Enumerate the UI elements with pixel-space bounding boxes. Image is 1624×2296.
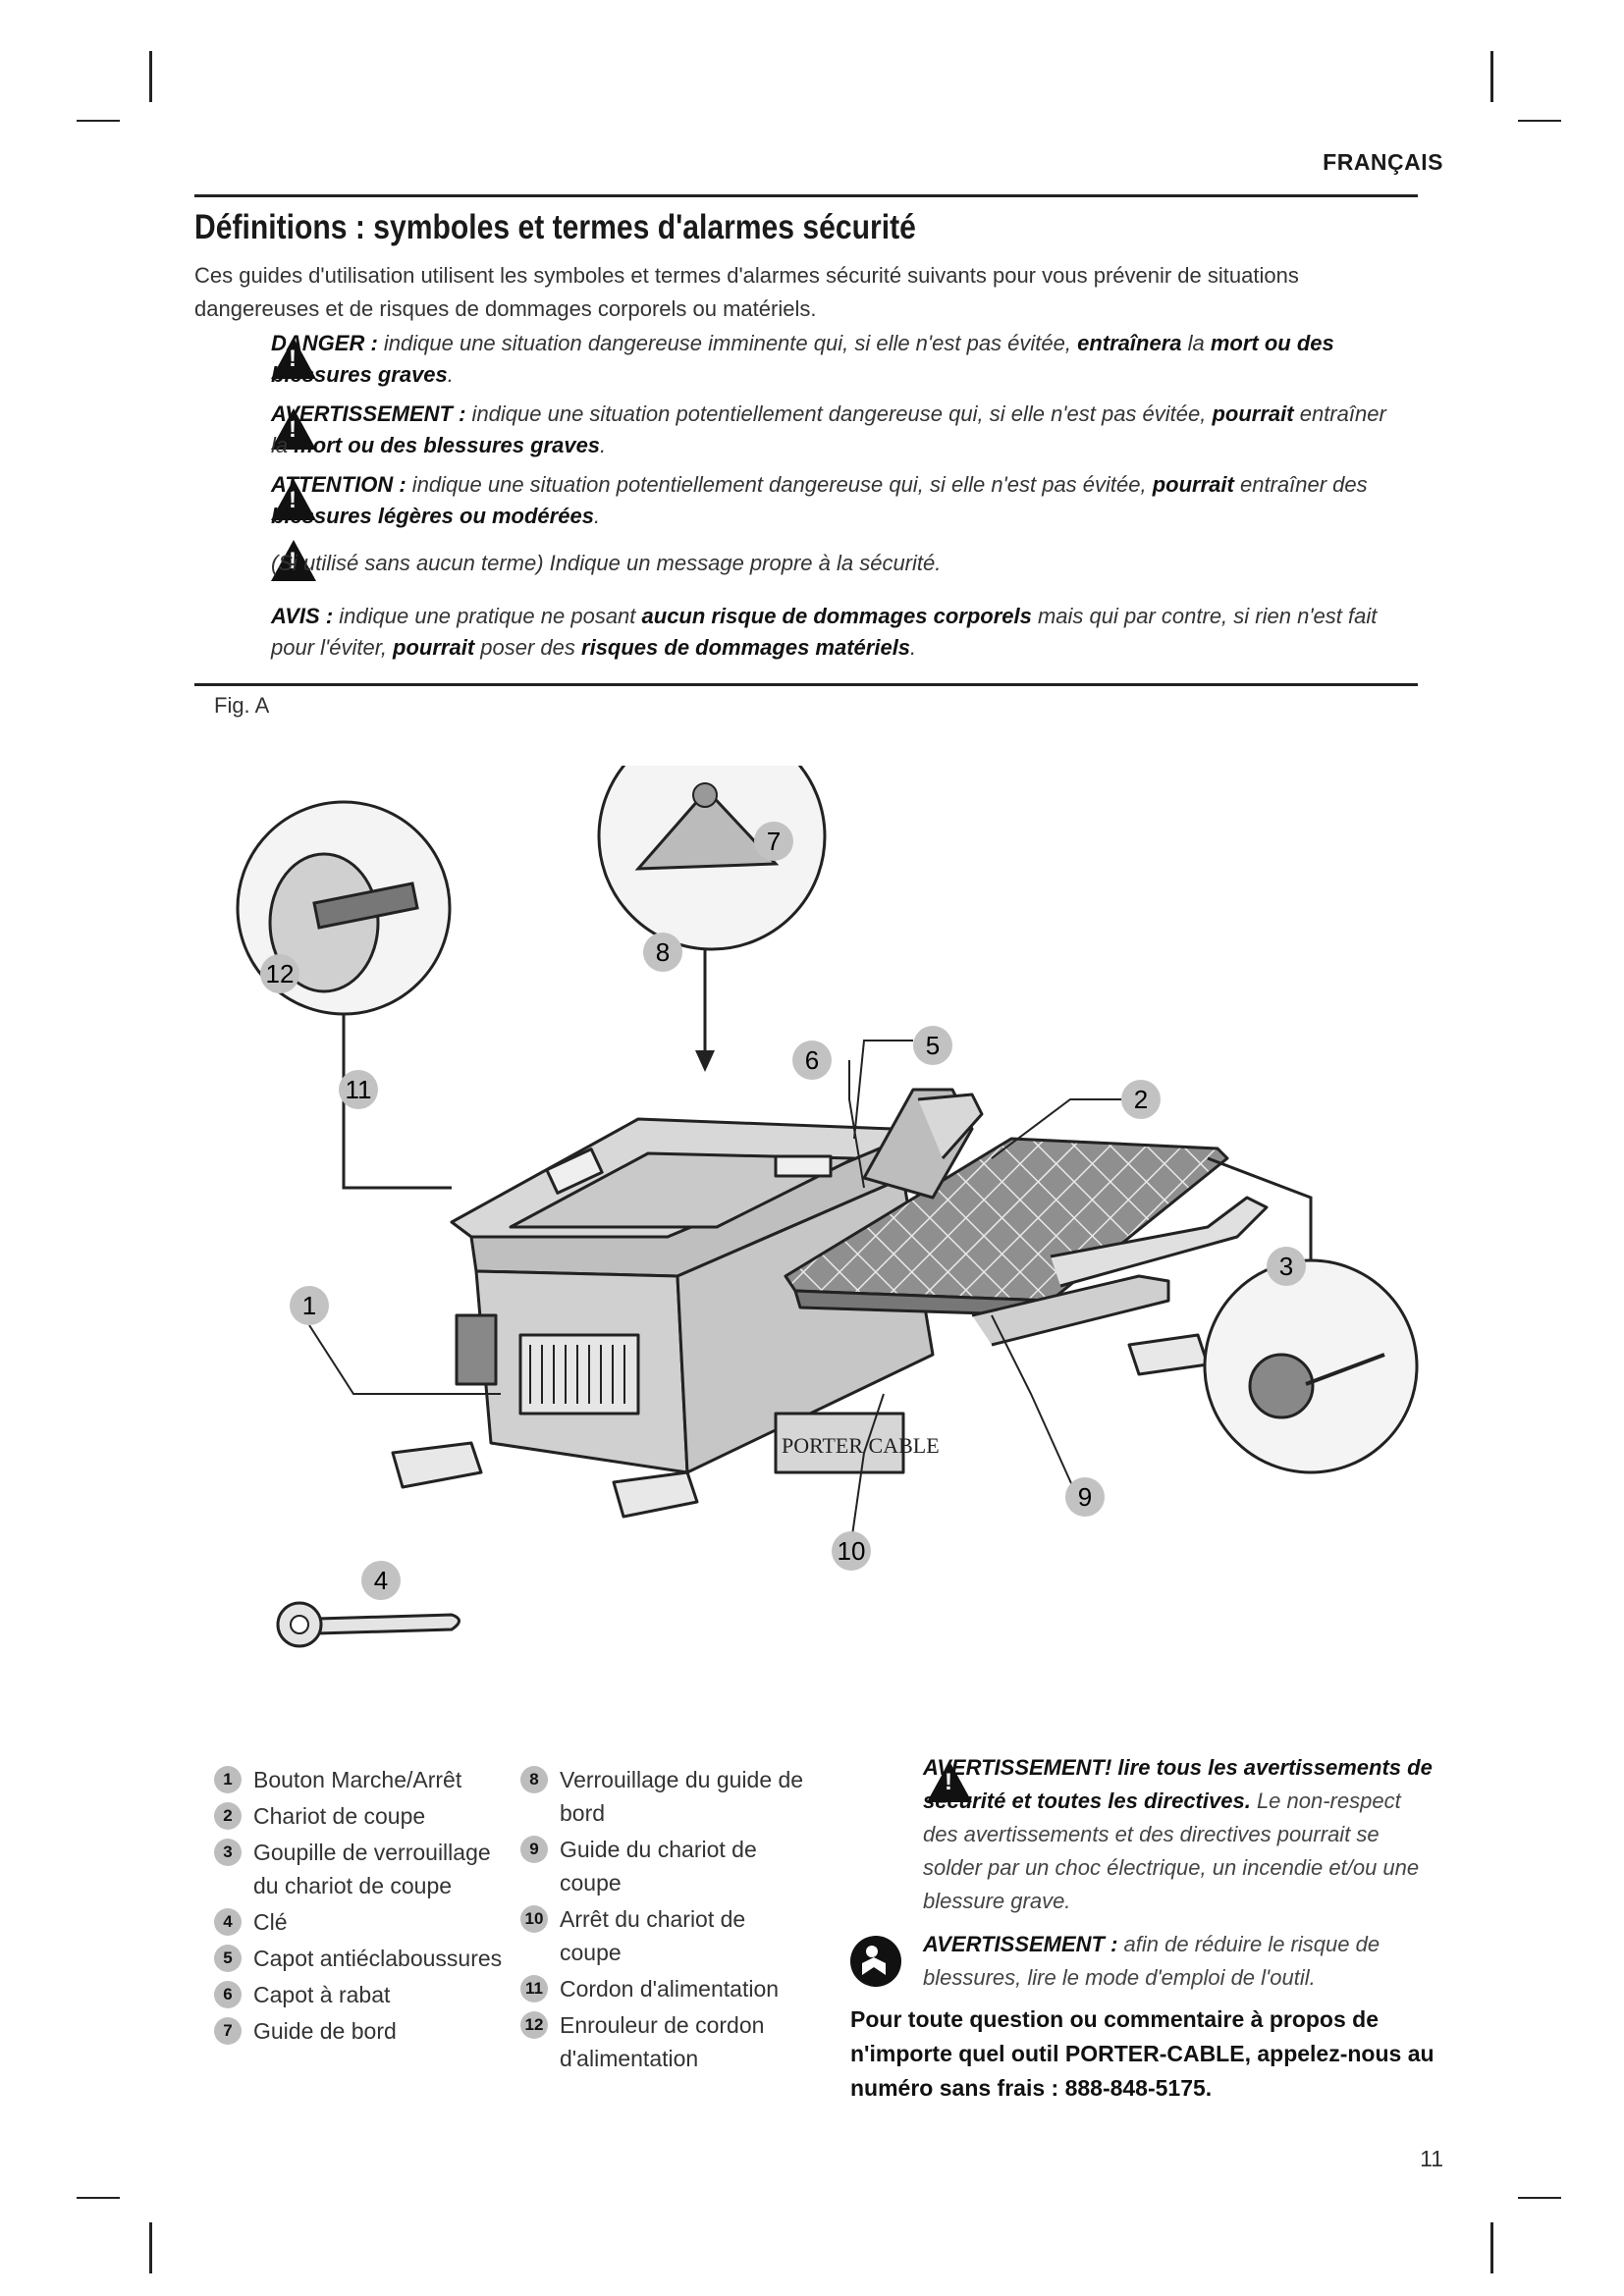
legend-column-1 [214,1763,509,2051]
callout-4: 4 [373,1566,389,1595]
page-title: Définitions : symboles et termes d'alarmes sécurité [194,208,916,246]
intro-paragraph: Ces guides d'utilisation utilisent les symboles et termes d'alarmes sécurité suivants pour vous prévenir de situations dangereuses et de risques de dommages corporels ou matériels. [194,263,1299,321]
read-manual-icon [850,1936,901,1987]
contact-info: Pour toute question ou commentaire à propos de n'importe quel outil PORTER-CABLE, appelez-nous au numéro sans frais : 888-848-5175. [850,2006,1435,2101]
crop-mark [149,51,152,102]
legend-item: 5 Capot antiéclaboussures [214,1942,509,1975]
brand-text: PORTER CABLE [782,1433,940,1458]
crop-mark [1490,51,1493,102]
legend-item: 11 Cordon d'alimentation [520,1972,805,2005]
definition-avis: AVIS : indique une pratique ne posant aucun risque de dommages corporels mais qui par contre, si rien n'est fait pour l'éviter, pourrait poser des risques de dommages matériels. [271,604,1378,660]
callout-12: 12 [265,959,295,988]
callout-3: 3 [1278,1252,1294,1281]
definition-symbol-only: (Si utilisé sans aucun terme) Indique un message propre à la sécurité. [271,551,942,575]
callout-7: 7 [766,827,782,856]
crop-mark [1518,120,1561,122]
callout-10: 10 [837,1536,866,1566]
definition-attention: ATTENTION : indique une situation potentiellement dangereuse qui, si elle n'est pas évitée, pourrait entraîner des blessures légères ou modérées. [271,472,1368,528]
legend-item: 7 Guide de bord [214,2014,509,2048]
callout-9: 9 [1077,1482,1093,1512]
crop-mark [77,120,120,122]
legend-item: 9 Guide du chariot de coupe [520,1833,805,1899]
callout-5: 5 [925,1031,941,1060]
legend-item: 2 Chariot de coupe [214,1799,509,1833]
definition-avertissement: AVERTISSEMENT : indique une situation potentiellement dangereuse qui, si elle n'est pas évitée, pourrait entraîner la mort ou des blessures graves. [271,401,1386,457]
read-instructions-warning: AVERTISSEMENT! lire tous les avertissements de sécurité et toutes les directives. Le non-respect des avertissements et des directives pourrait se solder par un choc électrique, un incendie et/ou une blessure grave. [923,1755,1433,1913]
legend-item: 1 Bouton Marche/Arrêt [214,1763,509,1796]
section-rule [194,683,1418,686]
top-rule [194,194,1418,197]
callout-11: 11 [345,1075,372,1104]
crop-mark [149,2222,152,2273]
definition-danger: DANGER : indique une situation dangereuse imminente qui, si elle n'est pas évitée, entraînera la mort ou des blessures graves. [271,331,1334,387]
language-header: FRANÇAIS [1323,149,1443,175]
manual-warning: AVERTISSEMENT : afin de réduire le risque de blessures, lire le mode d'emploi de l'outil. [923,1932,1380,1990]
legend-column-2 [520,1763,805,2078]
callout-2: 2 [1133,1085,1149,1114]
legend-item: 12 Enrouleur de cordon d'alimentation [520,2008,805,2075]
legend-item: 8 Verrouillage du guide de bord [520,1763,805,1830]
page-number: 11 [1420,2146,1443,2171]
crop-mark [1490,2222,1493,2273]
legend-item: 10 Arrêt du chariot de coupe [520,1902,805,1969]
callout-1: 1 [301,1291,317,1320]
callout-8: 8 [655,937,671,967]
callout-6: 6 [804,1045,820,1075]
legend-item: 3 Goupille de verrouillage du chariot de coupe [214,1836,509,1902]
tile-saw-illustration [226,766,1424,1679]
crop-mark [77,2197,120,2199]
legend-item: 4 Clé [214,1905,509,1939]
legend-item: 6 Capot à rabat [214,1978,509,2011]
figure-label: Fig. A [214,693,270,718]
crop-mark [1518,2197,1561,2199]
